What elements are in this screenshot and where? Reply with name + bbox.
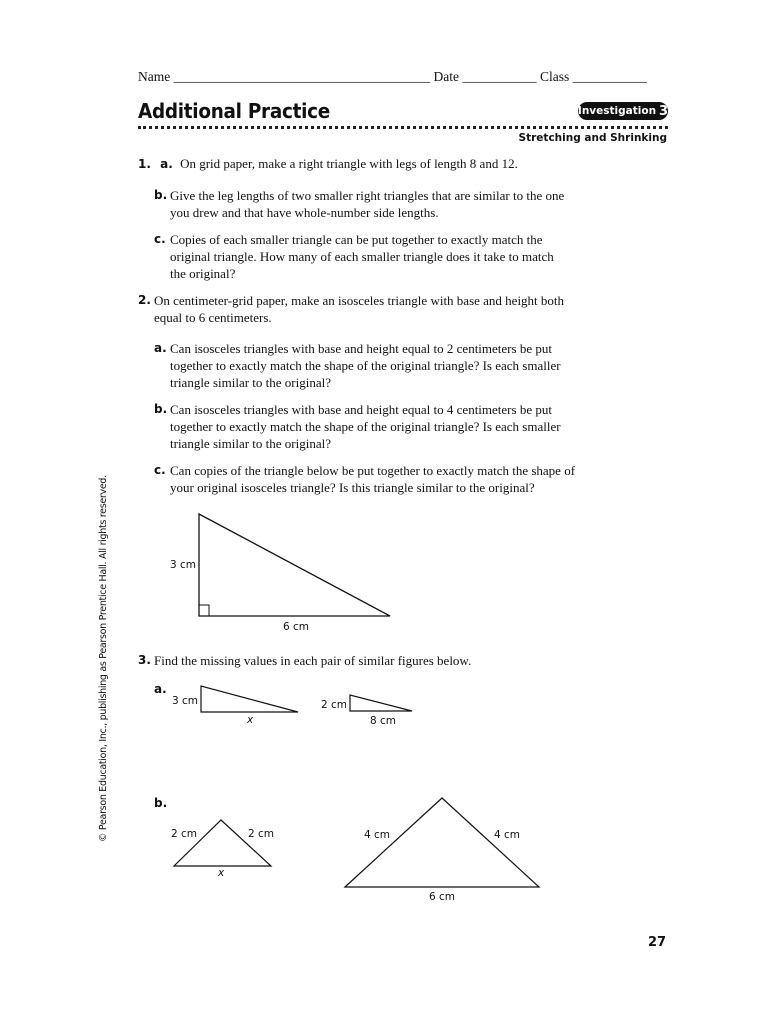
question-number: 3. — [138, 653, 151, 667]
page-number: 27 — [648, 935, 667, 950]
part-label: b. — [154, 188, 168, 202]
question-text: Find the missing values in each pair of similar figures below. — [154, 653, 472, 668]
question-text: Can isosceles triangles with base and height equal to 4 centimeters be put together to exactly match the shape of the original triangle? Is each smaller triangle similar to the original? — [170, 402, 561, 451]
question-text: Can copies of the triangle below be put together to exactly match the shape of your original isosceles triangle? Is this triangle similar to the original? — [170, 463, 576, 495]
part-label: a. — [154, 341, 167, 355]
date-blank: ___________ — [462, 69, 537, 84]
question-text: Give the leg lengths of two smaller right triangles that are similar to the one you drew and that have whole-number side lengths. — [170, 188, 565, 220]
part-label: b. — [154, 402, 168, 416]
class-blank: ___________ — [572, 69, 647, 84]
base-label: 6 cm — [283, 621, 310, 633]
question-number: 1. — [138, 157, 151, 171]
investigation-number: 3 — [659, 103, 669, 119]
investigation-label: Investigation — [577, 105, 657, 117]
question-text: On centimeter-grid paper, make an isosceles triangle with base and height both equal to 6 centimeters. — [154, 293, 565, 325]
date-label: Date — [433, 69, 459, 84]
base-label: 8 cm — [370, 715, 397, 727]
name-label: Name — [138, 69, 171, 84]
question-text: On grid paper, make a right triangle with legs of length 8 and 12. — [180, 156, 518, 171]
right-side-label: 4 cm — [494, 829, 521, 841]
triangle-3b-2 — [345, 798, 539, 887]
base-label: x — [247, 714, 254, 726]
side-label: 2 cm — [321, 699, 348, 711]
base-label: 6 cm — [429, 891, 456, 903]
question-text: Can isosceles triangles with base and height equal to 2 centimeters be put together to exactly match the shape of the original triangle? Is each smaller triangle similar to the original? — [170, 341, 561, 390]
base-label: x — [218, 867, 225, 879]
question-number: 2. — [138, 293, 151, 307]
page-title: Additional Practice — [138, 99, 330, 123]
part-label: c. — [154, 232, 166, 246]
question-text: Copies of each smaller triangle can be put together to exactly match the original triangle. How many of each smaller triangle does it take to match the original? — [170, 232, 554, 281]
left-side-label: 2 cm — [171, 828, 198, 840]
right-side-label: 2 cm — [248, 828, 275, 840]
side-label: 3 cm — [172, 695, 199, 707]
part-label-3a: a. — [154, 682, 167, 696]
part-label-3b: b. — [154, 796, 168, 810]
copyright-notice: © Pearson Education, Inc., publishing as Pearson Prentice Hall. All rights reserved. — [98, 475, 109, 842]
triangle-3b-1 — [174, 820, 271, 866]
height-label: 3 cm — [170, 559, 197, 571]
section-subtitle: Stretching and Shrinking — [518, 132, 667, 144]
part-label: a. — [160, 157, 173, 171]
left-side-label: 4 cm — [364, 829, 391, 841]
name-blank: ______________________________________ — [173, 69, 431, 84]
part-label: c. — [154, 463, 166, 477]
class-label: Class — [539, 69, 570, 84]
